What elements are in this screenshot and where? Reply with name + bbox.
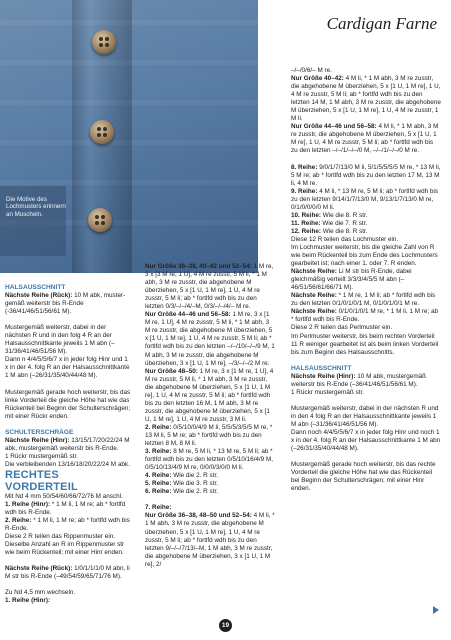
paragraph: Nächste Reihe (Rück): 1/0/1/1/1/0 M abn, li M str bis R-Ende (–49/54/59/65/71/76 M). xyxy=(5,565,130,581)
wooden-button-icon xyxy=(90,120,114,144)
paragraph: 1 Rückr mustergemäß str. xyxy=(5,452,78,460)
paragraph: Zu Nd 4,5 mm wechseln. xyxy=(5,589,76,597)
paragraph: Dann n 4/4/5/5/6/7 x in jeder folg Hinr und 1 x in der 4. folg R an der Halsausschnittkante 1 M abn (–26/31/35/40/44/48 M). xyxy=(5,356,130,380)
cardigan-photo xyxy=(0,0,258,273)
paragraph: –/–/0/6/– M re. xyxy=(291,67,332,74)
section-heading: RECHTES VORDERTEIL xyxy=(5,468,78,493)
paragraph: Diese 2 R teilen das Rippenmuster ein. xyxy=(5,533,116,541)
paragraph: Nur Größe 48–50: 1 M re, 3 x [1 M re, 1 U], 4 M re zusstr, 5 M li, * 1 M abh, 3 M re zusstr, die abgehobene M überziehen, 5 x [1 U, 1 M re], 1 U, 4 M re zusstr, 5 M li; ab * fortlfd wdh bis zu den letzten 16 M, 1 M abh, 3 M re zusstr, die abgehobene M überziehen, 5 x [1 U, 1 M re], 1 U, 4 M re zusstr, 3 M li. xyxy=(145,367,274,423)
paragraph: Mustergemäß weiterstr, dabei in der nächsten R und in den 4 folg R an der Halsausschnittkante jeweils 1 M abn (–31/36/41/46/51/56 M). xyxy=(291,404,439,428)
section-title: HALSAUSSCHNITT xyxy=(5,284,66,291)
wooden-button-icon xyxy=(88,208,112,232)
paragraph: 11. Reihe: Wie die 7. R str. xyxy=(291,219,368,227)
text-column-2 xyxy=(145,263,276,569)
paragraph: Nur Größe 44–46 und 56–58: 1 M re, 3 x [1 M re, 1 U], 4 M re zusstr, 5 M li, * 1 M abh, 3 M re zusstr, die abgehobene M überziehen, 5 x [1 U, 1 M re], 1 U, 4 M re zusstr, 5 M li; ab * fortlfd wdh bis zu den letzten –/–/10/–/–/9 M, 1 M abh, 3 M re zusstr, die abgehobene M überziehen, 3 x [1 U, 1 M re], –/3/–/–/2 M re. xyxy=(145,311,275,367)
section-title: HALSAUSSCHNITT xyxy=(291,364,352,372)
photo-caption: Die Motive des Lochmusters erinnern an Muscheln. xyxy=(6,196,66,218)
paragraph: 4. Reihe: Wie die 2. R str. xyxy=(145,472,218,480)
paragraph: Die verbleibenden 13/16/18/20/22/24 M abk. xyxy=(5,460,130,468)
page-title: Cardigan Farne xyxy=(326,14,437,33)
paragraph: Mustergemäß gerade hoch weiterstr, bis das linke Vorderteil die gleiche Höhe hat wie das Rückenteil bei Beginn der Schulterschrägen; mit einer Rückr enden. xyxy=(5,388,131,420)
paragraph: Nur Größe 40–42: 4 M li, * 1 M abh, 3 M re zusstr, die abgehobene M überziehen, 5 x [1 U, 1 M re], 1 U, 4 M re zusstr, 5 M li; ab * fortlfd wdh bis zu den letzten 14 M, 1 M abh, 3 M re zusstr, die abgehobene M überziehen, 5 x [1 U, 1 M re], 1 U, 4 M re zusstr, 1 M li. xyxy=(291,75,441,123)
paragraph: Nur Größe 36–38, 40–42 und 52–54: 1 M re, 3 x [3 M re, 1 U], 4 M re zusstr, 5 M li, * 1 M abh, 3 M re zusstr, die abgehobene M überziehen, 5 x [1 U, 1 M re], 1 U, 4 M re zusstr, 5 M li; ab * fortlfd wdh bis zu den letzten 0/3/–/–/4/–M, 0/3/–/–/4/– M re. xyxy=(145,263,274,311)
page-number: 19 xyxy=(219,619,232,632)
paragraph: 8. Reihe: 9/0/1/7/13/0 M li, 5/1/5/5/5/5 M re, * 13 M li, 5 M re; ab * fortlfd wdh bis zu den letzten 17 M, 13 M li, 4 M re. xyxy=(291,163,441,187)
paragraph: 7. Reihe: xyxy=(145,504,172,512)
paragraph: Diese 2 R teilen das Perlmuster ein. xyxy=(291,324,393,332)
wooden-button-icon xyxy=(92,30,116,54)
paragraph: 2. Reihe: * 1 M li, 1 M re; ab * fortlfd wdh bis R-Ende. xyxy=(5,517,130,533)
paragraph: Im Lochmuster weiterstr, bis die gleiche Zahl von R wie beim Rückenteil bis zum Ende des Lochmusters gearbeitet ist; nach einer 1. oder 7. R enden. xyxy=(291,243,438,268)
continue-arrow-icon xyxy=(433,606,439,614)
paragraph: 1 Rückr mustergemäß str. xyxy=(291,388,364,396)
paragraph: Dann noch 4/4/5/5/6/7 x in jeder folg Hinr und noch 1 x in der 4. folg R an der Halsausschnittkante 1 M abn (–26/31/35/40/44/48 M). xyxy=(291,428,441,453)
paragraph: Nächste Reihe: * 1 M re, 1 M li; ab * fortlfd wdh bis zu den letzten 0/1/0/1/0/1 M, 0/1/0/1/0/1 M re. xyxy=(291,292,436,308)
paragraph: Nächste Reihe: Li M str bis R-Ende, dabei gleichmäßig verteilt 3/3/3/4/5/5 M abn (– 46/51/56/61/66/71 M). xyxy=(291,268,412,292)
section-title: SCHULTERSCHRÄGE xyxy=(5,428,74,436)
paragraph: Nur Größe 44–46 und 56–58: 4 M li, * 1 M abh, 3 M re zusstr, die abgehobene M überziehen, 5 x [1 U, 1 M re], 1 U, 4 M re zusstr, 5 M li; ab * fortlfd wdh bis zu den letzten –/–/1/–/–/0 M, –/–/1/–/–/0 M re. xyxy=(291,123,439,155)
paragraph: Mustergemäß gerade hoch weiterstr, bis das rechte Vorderteil die gleiche Höhe hat wie das Rückenteil bei Beginn der Schulterschrägen; mit einer Hinr enden. xyxy=(291,461,436,493)
paragraph: 3. Reihe: 8 M re, 5 M li, * 13 M re, 5 M li; ab * fortlfd wdh bis zu den letzten 0/5/10/16/4/9 M, 0/5/10/13/4/9 M re, 0/0/0/3/0/0 M li. xyxy=(145,448,274,472)
paragraph: 2. Reihe: 0/5/10/0/4/9 M li, 5/5/5/3/5/5 M re, * 13 M li, 5 M re; ab * fortlfd wdh bis zu den letzten 8 M, 8 M li. xyxy=(145,423,273,448)
paragraph: Mit Nd 4 mm 50/54/60/66/72/76 M anschl. xyxy=(5,492,123,500)
paragraph: Dieselbe Anzahl an R im Rippenmuster str wie beim Rückenteil; mit einer Hinr enden. xyxy=(5,541,125,557)
paragraph: Nur Größe 36–38, 48–50 und 52–54: 4 M li, * 1 M abh, 3 M re zusstr, die abgehobene M überziehen, 5 x [1 U, 1 M re], 1 U, 4 M re zusstr, 5 M li; ab * fortlfd wdh bis zu den letzten 9/–/–/7/13/–M, 1 M abh, 3 M re zusstr, die abgehobene M überziehen, 3 x [1 U, 1 M re], 2/ xyxy=(145,512,275,568)
paragraph: 1. Reihe (Hinr): * 1 M li, 1 M re; ab * fortlfd wdh bis R-Ende. xyxy=(5,500,126,517)
paragraph: 10. Reihe: Wie die 8. R str. xyxy=(291,211,368,219)
paragraph: 12. Reihe: Wie die 8. R str. xyxy=(291,227,368,235)
text-column-1 xyxy=(5,284,131,606)
paragraph: 1. Reihe (Hinr): xyxy=(5,597,51,605)
paragraph: 9. Reihe: 4 M li, * 13 M re, 5 M li; ab * fortlfd wdh bis zu den letzten 9/14/1/7/13/0 M, 9/13/1/7/13/0 M re, 0/1/0/0/0/0 M li. xyxy=(291,187,439,211)
paragraph: Nächste Reihe (Hinr): 13/15/17/20/22/24 M abk, mustergemäß weiterstr bis R-Ende. xyxy=(5,436,130,452)
paragraph: Nächste Reihe (Hinr): 10 M abk, mustergemäß weiterstr bis R-Ende (–36/41/46/51/56/61 M). xyxy=(291,372,427,388)
text-column-3 xyxy=(291,67,441,493)
paragraph: 5. Reihe: Wie die 3. R str. xyxy=(145,480,218,488)
paragraph: Nächste Reihe (Rück): 10 M abk, mustergemäß weiterstr bis R-Ende (-36/41/46/51/56/61 M). xyxy=(5,292,126,316)
paragraph: Diese 12 R teilen das Lochmuster ein. xyxy=(291,235,399,243)
paragraph: Mustergemäß weiterstr, dabei in der nächsten R und in den folg 4 R an der Halsausschnittkante jeweils 1 M abn (–31/36/41/46/51/56 M). xyxy=(5,324,115,356)
paragraph: Nächste Reihe: 0/1/0/1/0/1 M re, * 1 M li, 1 M re; ab * fortlfd wdh bis R-Ende. xyxy=(291,308,439,324)
paragraph: 6. Reihe: Wie die 2. R str. xyxy=(145,488,218,496)
paragraph: Im Perlmuster weiterstr, bis beim rechten Vorderteil 11 R weniger gearbeitet ist als beim linken Vorderteil bis zum Beginn des Halsausschnitts. xyxy=(291,332,439,356)
